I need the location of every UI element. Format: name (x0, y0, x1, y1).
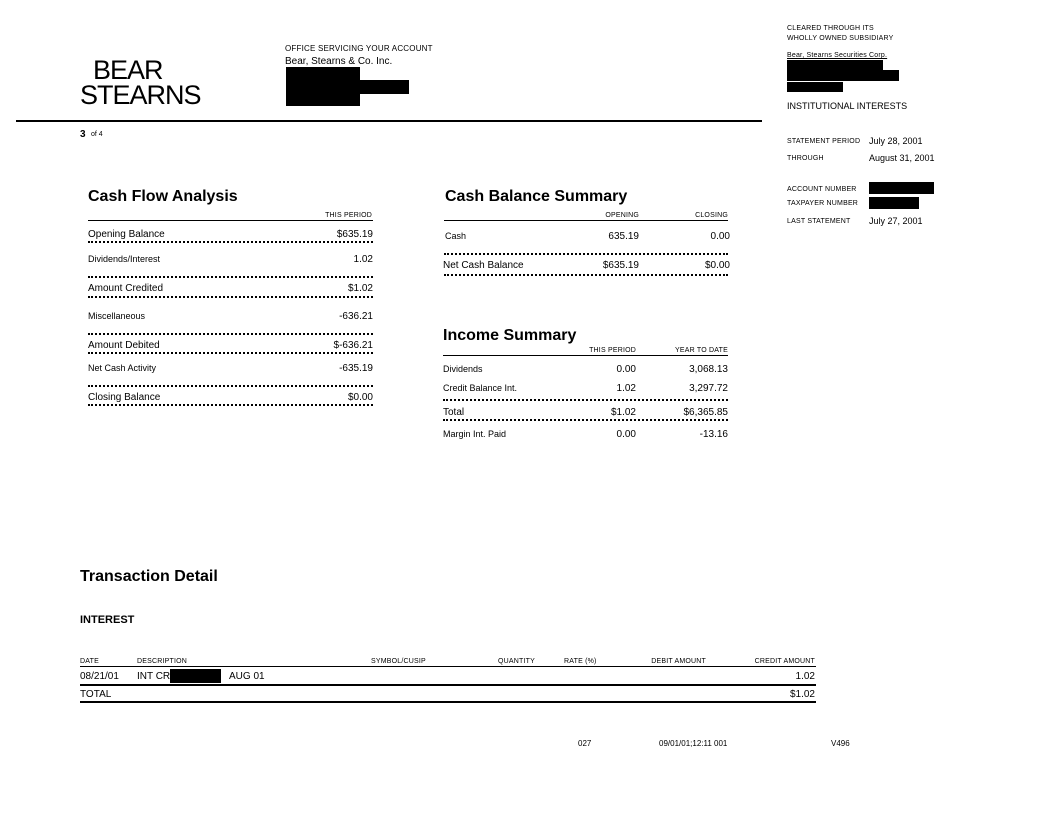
statement-period-label: STATEMENT PERIOD (787, 138, 861, 145)
opening-value: $635.19 (602, 260, 639, 271)
table-row (443, 383, 728, 393)
period-column-header: THIS PERIOD (589, 347, 636, 354)
table-row (88, 283, 373, 294)
period-value: 0.00 (616, 364, 636, 375)
table-row (445, 231, 730, 241)
dotted-rule (443, 399, 728, 401)
row-label: Opening Balance (88, 229, 165, 240)
ytd-value: 3,068.13 (689, 364, 728, 375)
row-label: Total (443, 407, 465, 418)
redacted-block (787, 60, 883, 70)
table-row (88, 392, 373, 403)
debit-column-header: DEBIT AMOUNT (651, 658, 706, 665)
row-label: Dividends/Interest (88, 254, 161, 264)
dotted-rule (88, 241, 373, 243)
table-row (443, 260, 730, 271)
transaction-total-label: TOTAL (80, 689, 112, 700)
row-label: Net Cash Activity (88, 363, 157, 373)
transaction-date: 08/21/01 (80, 671, 119, 682)
account-type: INSTITUTIONAL INTERESTS (787, 101, 908, 111)
rate-column-header: RATE (%) (564, 658, 597, 665)
opening-column-header: OPENING (605, 212, 639, 219)
table-row (88, 311, 373, 321)
transaction-total-value: $1.02 (789, 689, 815, 700)
opening-value: 635.19 (608, 231, 639, 242)
credit-column-header: CREDIT AMOUNT (754, 658, 815, 665)
redacted-account-number (869, 182, 934, 194)
taxpayer-number-label: TAXPAYER NUMBER (787, 200, 859, 207)
transaction-total-rule (80, 701, 816, 703)
row-label: Miscellaneous (88, 311, 146, 321)
logo-line-2: STEARNS (80, 80, 201, 110)
period-value: 0.00 (616, 429, 636, 440)
cleared-line-2: WHOLLY OWNED SUBSIDIARY (787, 35, 894, 42)
office-name: Bear, Stearns & Co. Inc. (285, 56, 393, 67)
transaction-description: INT CR (137, 671, 171, 682)
cash-flow-rule (88, 220, 373, 221)
row-value: -636.21 (339, 311, 373, 322)
table-row (443, 364, 728, 374)
dotted-rule (88, 385, 373, 387)
ytd-value: $6,365.85 (683, 407, 728, 418)
description-column-header: DESCRIPTION (137, 658, 188, 665)
row-label: Margin Int. Paid (443, 429, 507, 439)
footer-code: 027 (578, 739, 592, 748)
table-row (88, 229, 373, 240)
dotted-rule (444, 253, 728, 255)
row-value: $1.02 (347, 283, 373, 294)
row-label: Credit Balance Int. (443, 383, 518, 393)
transaction-description-period: AUG 01 (229, 671, 265, 682)
dotted-rule (88, 333, 373, 335)
period-value: 1.02 (616, 383, 636, 394)
transaction-credit-amount: 1.02 (795, 671, 815, 682)
last-statement-value: July 27, 2001 (869, 216, 923, 226)
table-row (443, 407, 728, 418)
table-row (88, 363, 373, 373)
header-rule (16, 120, 762, 122)
quantity-column-header: QUANTITY (498, 658, 535, 665)
interest-section-title: INTEREST (80, 614, 135, 626)
bear-stearns-logo (80, 55, 201, 110)
account-number-label: ACCOUNT NUMBER (787, 186, 857, 193)
ytd-column-header: YEAR TO DATE (675, 347, 728, 354)
logo-line-1: BEAR (93, 55, 163, 85)
row-label: Net Cash Balance (443, 260, 524, 271)
row-value: $635.19 (336, 229, 373, 240)
cash-balance-title: Cash Balance Summary (445, 188, 628, 205)
table-row (88, 254, 373, 264)
row-value: $-636.21 (333, 340, 373, 351)
ytd-value: -13.16 (699, 429, 728, 440)
closing-value: 0.00 (710, 231, 730, 242)
closing-value: $0.00 (704, 260, 730, 271)
dotted-rule (88, 352, 373, 354)
redacted-block (286, 80, 409, 94)
redacted-taxpayer-number (869, 197, 919, 209)
page-number: 3 (80, 129, 86, 140)
income-rule (443, 355, 728, 356)
through-label: THROUGH (787, 155, 824, 162)
row-label: Amount Debited (88, 340, 160, 351)
row-label: Amount Credited (88, 283, 164, 294)
footer-version: V496 (831, 739, 850, 748)
transaction-header-rule (80, 666, 816, 667)
closing-column-header: CLOSING (695, 212, 728, 219)
cash-flow-column-header: THIS PERIOD (325, 212, 372, 219)
row-label: Dividends (443, 364, 483, 374)
last-statement-label: LAST STATEMENT (787, 218, 851, 225)
dotted-rule (443, 419, 728, 421)
cash-flow-title: Cash Flow Analysis (88, 188, 238, 205)
row-label: Cash (445, 231, 467, 241)
ytd-value: 3,297.72 (689, 383, 728, 394)
transaction-detail-title: Transaction Detail (80, 568, 218, 585)
row-value: 1.02 (353, 254, 373, 265)
dotted-rule (88, 276, 373, 278)
redacted-block (286, 67, 360, 80)
transaction-rule (80, 684, 816, 686)
page-of: of 4 (91, 131, 103, 138)
office-label: OFFICE SERVICING YOUR ACCOUNT (285, 44, 433, 53)
dotted-rule (444, 274, 728, 276)
dotted-rule (88, 296, 373, 298)
table-row (88, 340, 373, 351)
row-value: -635.19 (339, 363, 373, 374)
redacted-block (286, 93, 360, 106)
period-value: $1.02 (610, 407, 636, 418)
redacted-block (787, 70, 899, 81)
table-row (443, 429, 728, 439)
cash-balance-rule (444, 220, 728, 221)
redacted-block (787, 82, 843, 92)
cleared-line-1: CLEARED THROUGH ITS (787, 25, 874, 32)
clearing-firm: Bear, Stearns Securities Corp. (787, 52, 888, 59)
row-value: $0.00 (347, 392, 373, 403)
date-column-header: DATE (80, 658, 99, 665)
redacted-block (170, 669, 221, 683)
footer-timestamp: 09/01/01;12:11 001 (659, 739, 728, 748)
through-value: August 31, 2001 (869, 153, 935, 163)
row-label: Closing Balance (88, 392, 161, 403)
dotted-rule (88, 404, 373, 406)
statement-period-value: July 28, 2001 (869, 136, 923, 146)
symbol-column-header: SYMBOL/CUSIP (371, 658, 426, 665)
income-title: Income Summary (443, 327, 577, 344)
